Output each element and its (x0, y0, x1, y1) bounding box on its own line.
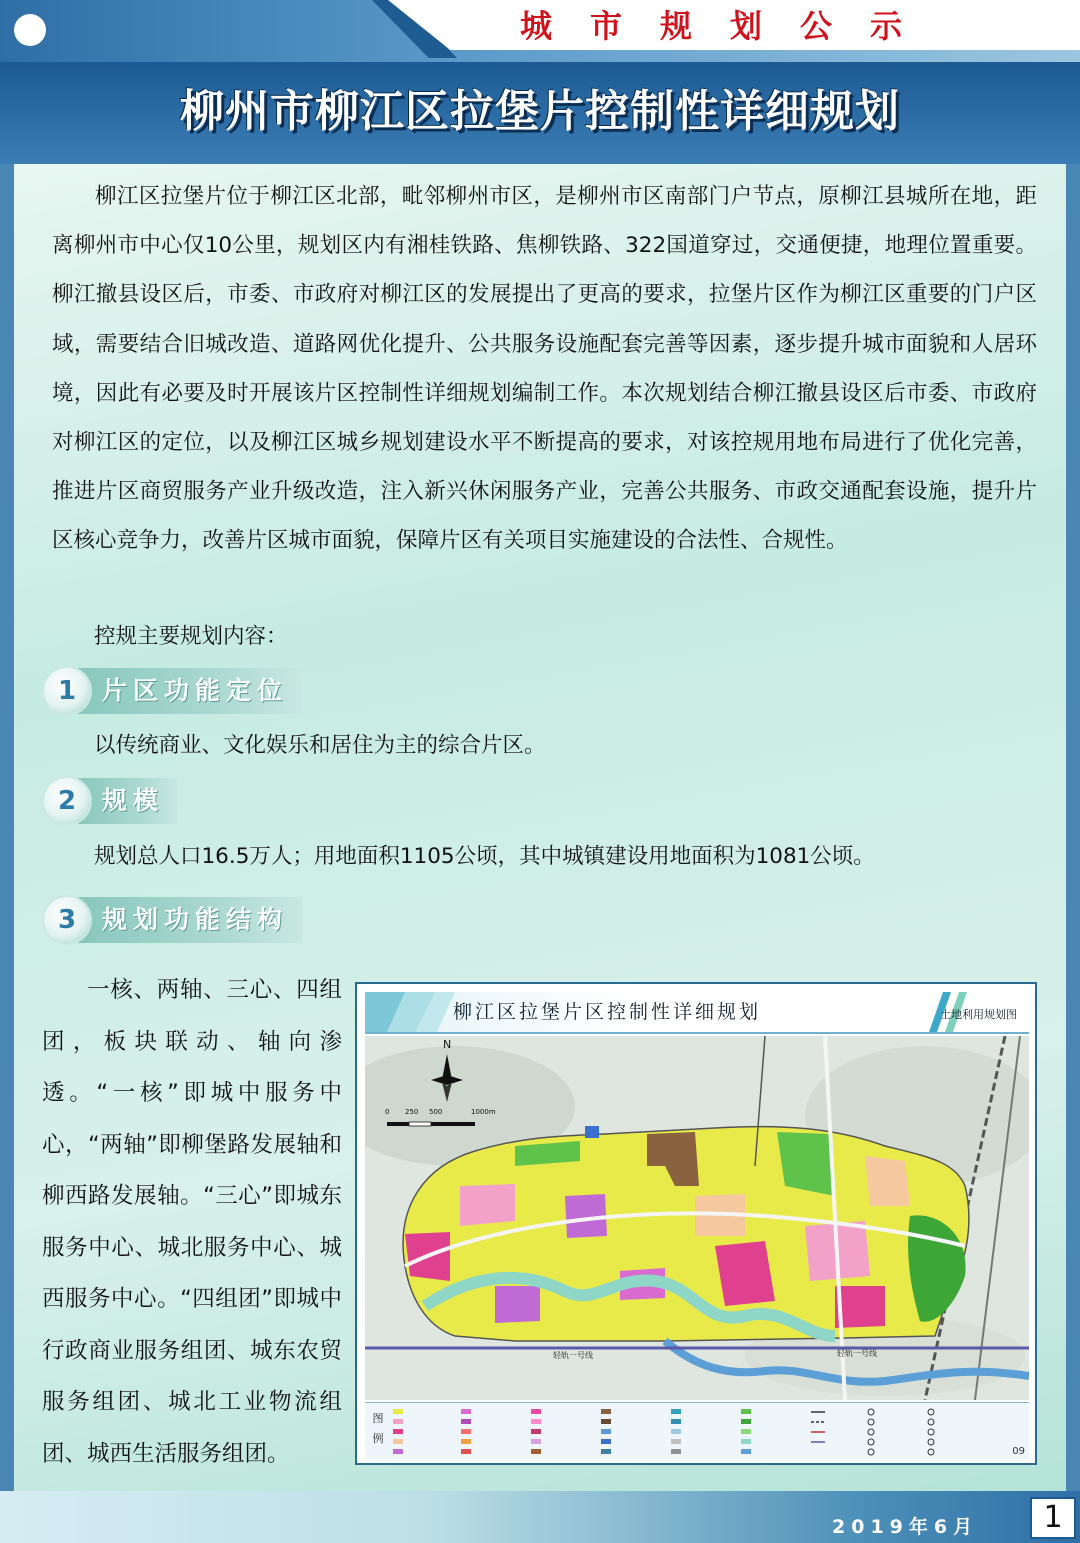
legend-title: 图例 (372, 1412, 384, 1445)
page-number: 1 (1030, 1497, 1076, 1539)
scale-label: 0 (385, 1108, 390, 1116)
public-block (460, 1184, 515, 1226)
public-block (865, 1156, 910, 1206)
map-subtitle: 土地利用规划图 (940, 1008, 1017, 1021)
section-2-text: 规划总人口16.5万人；用地面积1105公顷，其中城镇建设用地面积为1081公顷。 (94, 844, 875, 869)
map-legend (365, 1402, 1029, 1459)
map-page-number: 09 (1012, 1446, 1025, 1457)
section-number: 2 (44, 778, 90, 824)
section-number: 1 (44, 668, 90, 714)
section-1-text: 以传统商业、文化娱乐和居住为主的综合片区。 (94, 733, 546, 758)
section-label: 规模 (78, 778, 178, 824)
north-arrow-icon (425, 1042, 469, 1104)
map-title: 柳江区拉堡片区控制性详细规划 (453, 1001, 762, 1023)
scale-bar (387, 1120, 497, 1128)
scale-label: 250 (405, 1108, 419, 1116)
publish-date: 2019年6月 (832, 1516, 979, 1538)
section-3-text: 一核、两轴、三心、四组团，板块联动、轴向渗透。“一核”即城中服务中心，“两轴”即柳堡路发展轴和柳西路发展轴。“三心”即城东服务中心、城北服务中心、城西服务中心。“四组团”即城中行政商业服务组团、城东农贸服务组团、城北工业物流组团、城西生活服务组团。 (42, 977, 342, 1467)
rail-label: 轻轨一号线 (553, 1351, 593, 1360)
scale-label: 1000m (471, 1108, 496, 1116)
land-use-map (355, 982, 1037, 1465)
announcement-label: 城市规划公示 (520, 7, 941, 45)
school-block (495, 1286, 540, 1323)
banner-dot (14, 14, 46, 46)
section-label: 片区功能定位 (78, 668, 302, 714)
page-title: 柳州市柳江区拉堡片控制性详细规划 (180, 86, 900, 137)
main-content-label: 控规主要规划内容： (94, 624, 288, 649)
north-label: N (443, 1038, 452, 1051)
section-label: 规划功能结构 (78, 897, 302, 943)
map-body (365, 1036, 1029, 1400)
rail-label: 轻轨一号线 (837, 1349, 877, 1358)
intro-paragraph: 柳江区拉堡片位于柳江区北部，毗邻柳州市区，是柳州市区南部门户节点，原柳江县城所在地，距离柳州市中心仅10公里，规划区内有湘桂铁路、焦柳铁路、322国道穿过，交通便捷，地理位置重要。柳江撤县设区后，市委、市政府对柳江区的发展提出了更高的要求，拉堡片区作为柳江区重要的门户区域，需要结合旧城改造、道路网优化提升、公共服务设施配套完善等因素，逐步提升城市面貌和人居环境，因此有必要及时开展该片区控制性详细规划编制工作。本次规划结合柳江撤县设区后市委、市政府对柳江区的定位，以及柳江区城乡规划建设水平不断提高的要求，对该控规用地布局进行了优化完善，推进片区商贸服务产业升级改造，注入新兴休闲服务产业，完善公共服务、市政交通配套设施，提升片区核心竞争力，改善片区城市面貌，保障片区有关项目实施建设的合法性、合规性。 (52, 184, 1037, 554)
commercial-block (715, 1241, 775, 1306)
facility-marker (585, 1126, 599, 1138)
map-header-decoration (365, 992, 455, 1032)
map-header (365, 992, 1029, 1034)
section-number: 3 (44, 897, 90, 943)
legend-swatches (391, 1405, 1011, 1457)
scale-label: 500 (429, 1108, 443, 1116)
